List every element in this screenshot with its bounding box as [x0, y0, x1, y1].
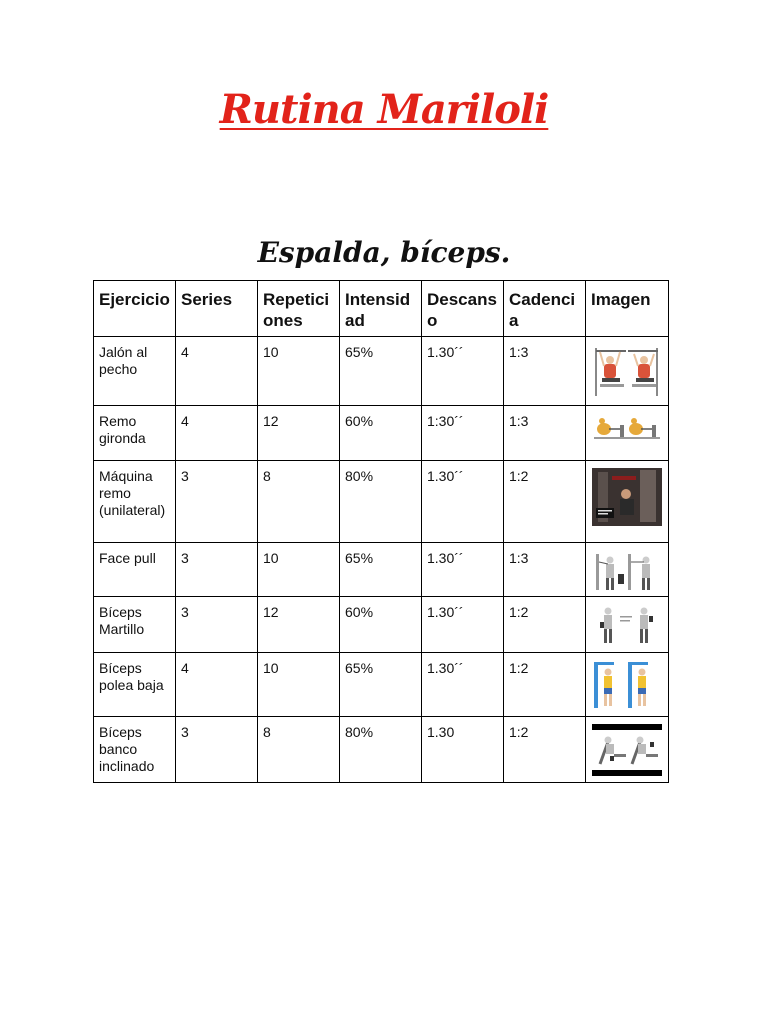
cell-repeticiones: 10: [258, 337, 340, 406]
cell-cadencia: 1:2: [504, 461, 586, 543]
cell-imagen: [586, 461, 669, 543]
cell-descanso: 1.30´´: [422, 461, 504, 543]
header-imagen: Imagen: [586, 281, 669, 337]
cell-intensidad: 60%: [340, 597, 422, 653]
row-machine-photo: [592, 468, 662, 526]
cell-descanso: 1.30´´: [422, 653, 504, 717]
cell-ejercicio: Bíceps banco inclinado: [94, 717, 176, 783]
cell-imagen: [586, 543, 669, 597]
cell-imagen: [586, 717, 669, 783]
cell-intensidad: 65%: [340, 543, 422, 597]
cell-series: 3: [176, 543, 258, 597]
cell-series: 4: [176, 406, 258, 461]
cell-repeticiones: 10: [258, 653, 340, 717]
header-descanso: Descanso: [422, 281, 504, 337]
header-repeticiones: Repeticiones: [258, 281, 340, 337]
cell-descanso: 1.30´´: [422, 543, 504, 597]
cell-cadencia: 1:3: [504, 406, 586, 461]
cell-series: 3: [176, 717, 258, 783]
cell-imagen: [586, 337, 669, 406]
cell-repeticiones: 12: [258, 406, 340, 461]
cell-repeticiones: 8: [258, 717, 340, 783]
cell-descanso: 1.30´´: [422, 337, 504, 406]
table-row: [94, 337, 669, 406]
cell-ejercicio: Máquina remo (unilateral): [94, 461, 176, 543]
cell-descanso: 1:30´´: [422, 406, 504, 461]
header-series: Series: [176, 281, 258, 337]
cell-imagen: [586, 653, 669, 717]
cell-cadencia: 1:3: [504, 337, 586, 406]
header-intensidad: Intensidad: [340, 281, 422, 337]
cell-ejercicio: Remo gironda: [94, 406, 176, 461]
table-row: [94, 461, 669, 543]
cell-series: 4: [176, 337, 258, 406]
face-pull-illustration: [592, 550, 662, 592]
table-row: [94, 717, 669, 783]
cell-intensidad: 65%: [340, 337, 422, 406]
cell-intensidad: 80%: [340, 717, 422, 783]
cell-repeticiones: 10: [258, 543, 340, 597]
cell-ejercicio: Bíceps Martillo: [94, 597, 176, 653]
cell-cadencia: 1:3: [504, 543, 586, 597]
incline-curl-illustration: [592, 724, 662, 778]
cell-series: 3: [176, 461, 258, 543]
lat-pulldown-illustration: [592, 344, 662, 398]
cell-descanso: 1.30: [422, 717, 504, 783]
cell-cadencia: 1:2: [504, 653, 586, 717]
table-row: [94, 406, 669, 461]
cable-curl-illustration: [592, 660, 662, 710]
table-row: [94, 653, 669, 717]
cell-series: 3: [176, 597, 258, 653]
cell-intensidad: 60%: [340, 406, 422, 461]
document-title: [0, 86, 768, 133]
seated-cable-row-illustration: [592, 413, 662, 443]
cell-cadencia: 1:2: [504, 717, 586, 783]
cell-imagen: [586, 406, 669, 461]
section-subtitle: Espalda, bíceps.: [257, 236, 511, 269]
table-row: [94, 543, 669, 597]
table-row: [94, 597, 669, 653]
header-ejercicio: Ejercicio: [94, 281, 176, 337]
cell-repeticiones: 12: [258, 597, 340, 653]
cell-imagen: [586, 597, 669, 653]
cell-intensidad: 65%: [340, 653, 422, 717]
cell-intensidad: 80%: [340, 461, 422, 543]
cell-repeticiones: 8: [258, 461, 340, 543]
cell-series: 4: [176, 653, 258, 717]
routine-table: [93, 280, 669, 783]
header-cadencia: Cadencia: [504, 281, 586, 337]
table-header-row: [94, 281, 669, 337]
document-title-text: Rutina Mariloli: [219, 86, 549, 133]
cell-ejercicio: Bíceps polea baja: [94, 653, 176, 717]
cell-ejercicio: Jalón al pecho: [94, 337, 176, 406]
cell-descanso: 1.30´´: [422, 597, 504, 653]
hammer-curl-illustration: [592, 604, 662, 648]
cell-ejercicio: Face pull: [94, 543, 176, 597]
cell-cadencia: 1:2: [504, 597, 586, 653]
